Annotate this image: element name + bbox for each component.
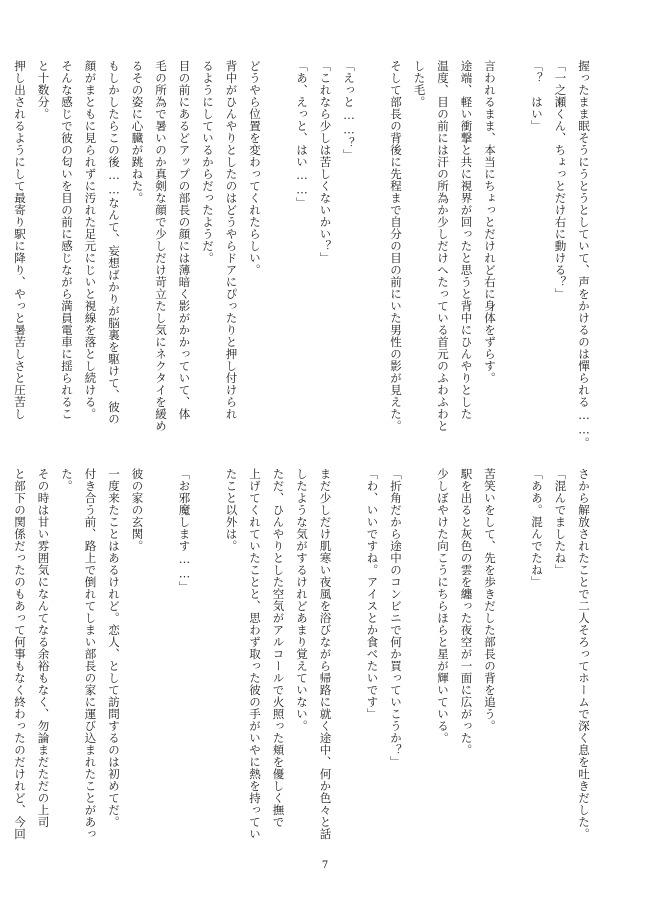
text-line: 彼の家の玄関。 xyxy=(130,468,145,552)
text-line xyxy=(337,468,361,860)
text-line: 「一之瀬くん、ちょっとだけ右に動ける？」 xyxy=(553,60,568,300)
text-line: そして部長の背後に先程まで自分の目の前にいた男性の影が見えた。 xyxy=(389,60,403,432)
text-line: どうやら位置を変わってくれたらしい。 xyxy=(248,60,262,276)
text-line: 「わ、いいですね。アイスとか食べたいです」 xyxy=(365,468,380,720)
text-line: したような気がするけれどあまり覚えていない。 xyxy=(295,468,309,732)
text-line: ただ、ひんやりとした空気がアルコールで火照った頬を優しく撫で xyxy=(271,468,286,828)
text-line: 毛の所為で暑いのか真剣な顔で少しだけ苛立たし気にネクタイを緩め xyxy=(154,60,168,432)
text-line: たこと以外は。 xyxy=(224,468,239,552)
text-line: 「混んでましたね」 xyxy=(553,468,568,576)
text-line: 握ったまま眠そうにうとうとしていて、声をかけるのは憚られる……。 xyxy=(577,60,591,449)
text-line: るようにしているからだったようだ。 xyxy=(201,60,215,264)
text-line: 押し出されるようにして最寄り駅に降り、やっと暑苦しさと圧苦し xyxy=(13,60,27,420)
text-line: 駅を出ると灰色の雲を纏った夜空が一面に広がった。 xyxy=(459,468,474,756)
text-line: 「？ はい」 xyxy=(530,60,544,132)
text-line: もしかしたらこの後……なんて、妄想ばかりが脳裏を駆けて、彼の xyxy=(107,60,121,425)
text-line: た。 xyxy=(60,468,74,492)
text-line: 「お邪魔します……」 xyxy=(177,468,192,593)
text-line: 付き合う前、路上で倒れてしまい部長の家に運び込まれたことがあっ xyxy=(83,468,98,840)
text-line: 少しぼやけた向こうにちらほらと星が輝いている。 xyxy=(436,468,450,744)
text-line: 「あ、えっと、はい……」 xyxy=(295,60,309,209)
text-line xyxy=(196,468,220,860)
text-line xyxy=(407,468,431,860)
text-line: と部下の関係だったのもあって何事もなく終わったのだけれど、今回 xyxy=(13,468,27,840)
text-line: した毛。 xyxy=(412,60,427,108)
text-line xyxy=(149,468,173,860)
text-line: 「ああ。混んでたね」 xyxy=(530,468,544,588)
text-line xyxy=(501,468,525,860)
text-line xyxy=(266,60,290,460)
text-line: 目の前にあるどアップの部長の顔には薄暗く影がかかっていて、体 xyxy=(177,60,192,420)
text-line xyxy=(501,60,525,460)
text-line: 一度来たことはあるけれど。恋人、として訪問するのは初めてだ。 xyxy=(107,468,121,828)
text-line: 背中がひんやりとしたのはどうやらドアにぴったりと押し付けられ xyxy=(224,60,239,420)
upper-text-block xyxy=(13,60,595,460)
text-line: 苦笑いをして、先を歩きだした部長の背を追う。 xyxy=(483,468,497,732)
text-line: 顔がまともに見られずに汚れた足元にじいと視線を落とし続ける。 xyxy=(83,60,98,420)
page-number: 7 xyxy=(321,860,329,871)
text-line: その時は甘い雰囲気になんてなる余裕もなく、勿論まだただの上司 xyxy=(36,468,51,828)
text-line: 途端、軽い衝撃と共に視界が回ったと思うと背中にひんやりとした xyxy=(459,60,474,420)
lower-text-block xyxy=(13,468,595,860)
text-line: さから解放されたことで二人そろってホームで深く息を吐きだした。 xyxy=(577,468,591,840)
text-line: 温度、目の前には汗の所為か少しだけへたっている首元のふわふわと xyxy=(436,60,450,432)
text-line: と十数分。 xyxy=(36,60,51,120)
text-line: そんな感じで彼の匂いを目の前に感じながら満員電車に揺られるこ xyxy=(60,60,74,420)
text-line: 「折角だから途中のコンビニで何か買っていこうか？」 xyxy=(389,468,403,768)
text-line: まだ少しだけ肌寒い夜風を浴びながら帰路に就く途中、何か色々と話 xyxy=(318,468,333,840)
text-line: 「えっと……？」 xyxy=(342,60,356,161)
text-line: るその姿に心臓が跳ねた。 xyxy=(130,60,145,204)
text-line: 言われるまま、本当にちょっとだけれど右に身体をずらす。 xyxy=(483,60,497,384)
text-line xyxy=(360,60,384,460)
text-line: 「これなら少しは苦しくないかい？」 xyxy=(318,60,333,264)
text-line: 上げてくれていたことと、思わず取った彼の手がいやに熱を持ってい xyxy=(248,468,262,840)
